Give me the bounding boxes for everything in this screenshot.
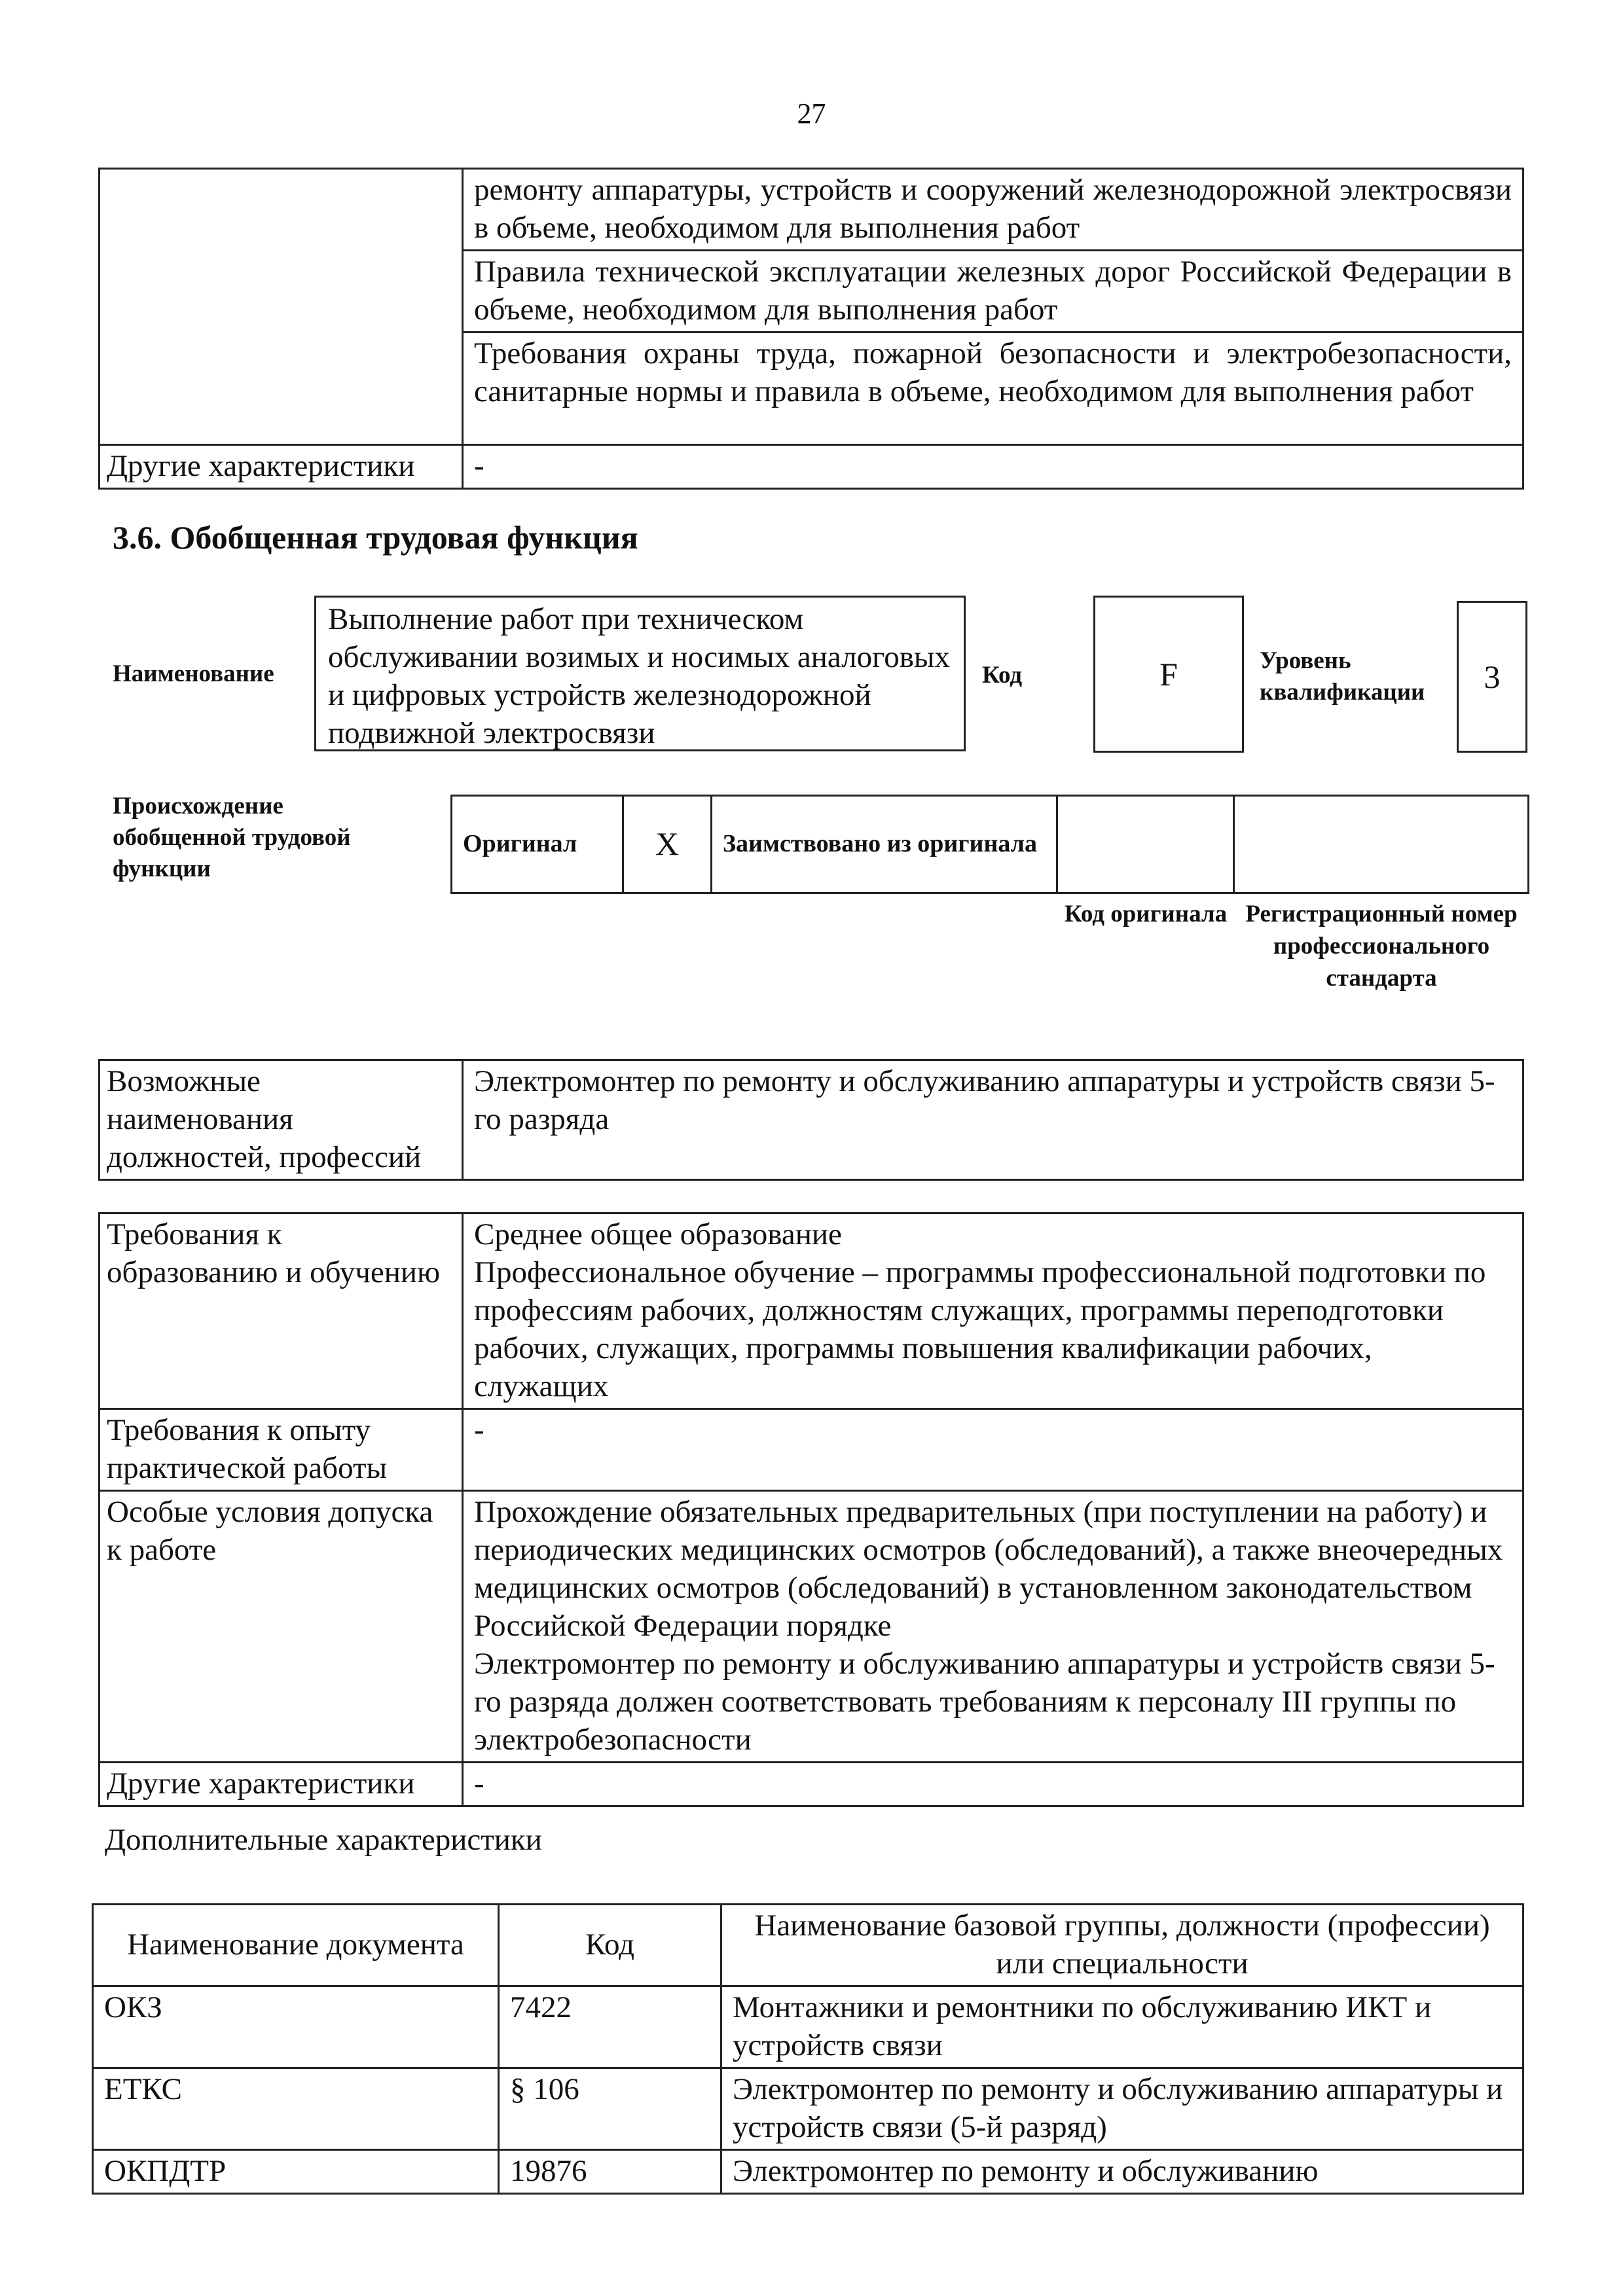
education-label: Требования к образованию и обучению: [100, 1213, 463, 1409]
admission-value: [463, 1491, 1523, 1763]
section-heading: 3.6. Обобщенная трудовая функция: [113, 519, 638, 556]
code-value: F: [1159, 656, 1178, 692]
table-row: [100, 1213, 1523, 1409]
positions-value: Электромонтер по ремонту и обслуживанию аппаратуры и устройств связи 5-го разряда: [463, 1060, 1523, 1180]
header-document: Наименование документа: [93, 1905, 499, 1986]
registration-caption: Регистрационный номер профессионального стандарта: [1245, 901, 1518, 992]
function-name-box: [314, 596, 966, 751]
table-row: [100, 1409, 1523, 1491]
table-cell: Правила технической эксплуатации железных дорог Российской Федерации в объеме, необходимом для выполнения работ: [463, 251, 1523, 332]
name-label: Наименование: [113, 660, 274, 687]
table-row: [100, 445, 1523, 489]
table-cell: ОКПДТР: [93, 2150, 499, 2194]
table-row: [452, 796, 1529, 893]
table-cell: 7422: [499, 1986, 721, 2068]
level-label: Уровень квалификации: [1260, 647, 1425, 706]
requirements-table: [98, 1212, 1524, 1807]
table-cell: Электромонтер по ремонту и обслуживанию аппаратуры и устройств связи (5-й разряд): [721, 2068, 1523, 2150]
table-row: [93, 1986, 1523, 2068]
table-row: [93, 2150, 1523, 2194]
table-cell-empty: [100, 169, 463, 445]
table-row: [100, 1763, 1523, 1806]
table-cell: ЕТКС: [93, 2068, 499, 2150]
page-number: 27: [797, 98, 826, 130]
positions-table: [98, 1059, 1524, 1181]
other-label: Другие характеристики: [100, 1763, 463, 1806]
code-value-box: [1093, 596, 1244, 753]
top-knowledge-table: [98, 168, 1524, 490]
table-cell: Требования охраны труда, пожарной безопасности и электробезопасности, санитарные нормы и правила в объеме, необходимом для выполнения работ: [463, 332, 1523, 445]
function-name: Выполнение работ при техническом обслуживании возимых и носимых аналоговых и цифровых устройств железнодорожной подвижной электросвязи: [328, 602, 950, 750]
table-cell: Монтажники и ремонтники по обслуживанию ИКТ и устройств связи: [721, 1986, 1523, 2068]
table-cell: ОКЗ: [93, 1986, 499, 2068]
table-header-row: [93, 1905, 1523, 1986]
education-line: Среднее общее образование: [474, 1217, 842, 1251]
table-cell: -: [463, 445, 1523, 489]
table-cell: § 106: [499, 2068, 721, 2150]
original-code-cell: [1057, 796, 1234, 893]
level-value: 3: [1484, 658, 1501, 695]
other-value: -: [463, 1763, 1523, 1806]
education-value: [463, 1213, 1523, 1409]
admission-line: Прохождение обязательных предварительных (при поступлении на работу) и периодических медицинских осмотров (обследований), а также внеочередных медицинских осмотров (обследований) в установленном законодательством Российской Федерации порядке: [474, 1495, 1503, 1643]
admission-label: Особые условия допуска к работе: [100, 1491, 463, 1763]
origin-table: [450, 795, 1529, 894]
education-line: Профессиональное обучение – программы профессиональной подготовки по профессиям рабочих, должностям служащих, программы переподготовки рабочих, служащих, программы повышения квалификации рабочих, служащих: [474, 1255, 1486, 1403]
registration-number-cell: [1234, 796, 1529, 893]
original-label: Оригинал: [452, 796, 623, 893]
code-label: Код: [982, 662, 1023, 689]
code-original-caption: Код оригинала: [1064, 901, 1228, 927]
table-row: [100, 1491, 1523, 1763]
admission-line: Электромонтер по ремонту и обслуживанию аппаратуры и устройств связи 5-го разряда должен соответствовать требованиям к персоналу III группы по электробезопасности: [474, 1647, 1495, 1757]
additional-table: [92, 1903, 1524, 2195]
original-mark: X: [623, 796, 712, 893]
table-row: [93, 2068, 1523, 2150]
table-cell: ремонту аппаратуры, устройств и сооружений железнодорожной электросвязи в объеме, необходимом для выполнения работ: [463, 169, 1523, 251]
table-cell: Электромонтер по ремонту и обслуживанию: [721, 2150, 1523, 2194]
header-group: Наименование базовой группы, должности (профессии) или специальности: [721, 1905, 1523, 1986]
level-value-box: [1457, 601, 1527, 753]
table-row-label: Другие характеристики: [100, 445, 463, 489]
experience-label: Требования к опыту практической работы: [100, 1409, 463, 1491]
table-row: [100, 1060, 1523, 1180]
table-row: [100, 169, 1523, 251]
positions-label: Возможные наименования должностей, профессий: [100, 1060, 463, 1180]
table-cell: 19876: [499, 2150, 721, 2194]
experience-value: -: [463, 1409, 1523, 1491]
additional-title: Дополнительные характеристики: [105, 1823, 542, 1857]
borrowed-label: Заимствовано из оригинала: [712, 796, 1057, 893]
header-code: Код: [499, 1905, 721, 1986]
origin-label: Происхождение обобщенной трудовой функции: [113, 793, 351, 882]
